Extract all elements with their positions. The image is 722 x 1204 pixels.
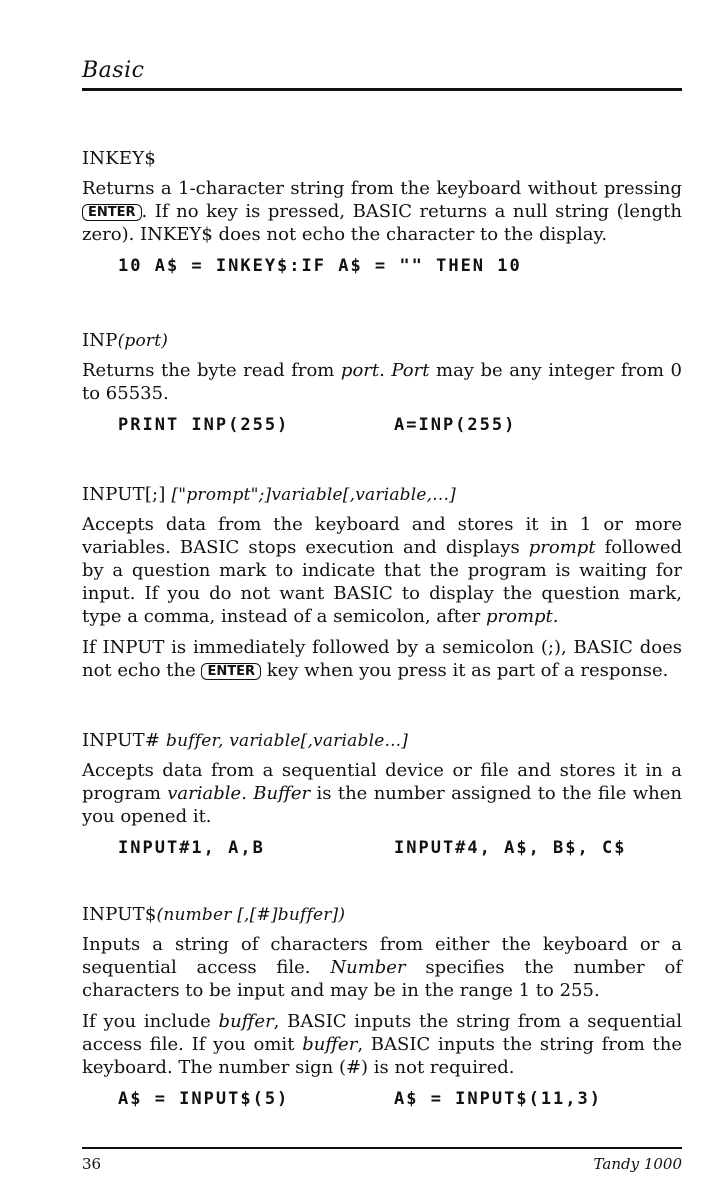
entry-input-hash	[82, 730, 682, 858]
entry-description: Returns a 1-character string from the keyboard without pressing ENTER . If no key is pressed, BASIC returns a null string (length zero). INKEY$ does not echo the character to the display.	[82, 178, 682, 245]
entry-heading: INKEY$	[82, 148, 156, 169]
code-example: PRINT INP(255) A=INP(255)	[118, 415, 517, 435]
entry-heading: INP(port)	[82, 330, 169, 351]
entry-note: If INPUT is immediately followed by a semicolon (;), BASIC does not echo the ENTER key when you press it as part of a response.	[82, 637, 682, 681]
code-example: INPUT#1, A,B INPUT#4, A$, B$, C$	[118, 838, 627, 858]
entry-inkey	[82, 148, 682, 276]
code-example: 10 A$ = INKEY$:IF A$ = "" THEN 10	[118, 256, 522, 276]
page-number: 36	[82, 1155, 102, 1173]
entry-input	[82, 484, 682, 682]
entry-description: Accepts data from the keyboard and stores it in 1 or more variables. BASIC stops execution and displays prompt followed by a question mark to indicate that the program is waiting for input. If you do not want BASIC to display the question mark, type a comma, instead of a semicolon, after prompt.	[82, 514, 682, 627]
entry-description: Returns the byte read from port. Port may be any integer from 0 to 65535.	[82, 360, 682, 404]
header-rule	[82, 88, 682, 91]
enter-key-icon: ENTER	[201, 663, 261, 680]
entry-heading: INPUT[;] ["prompt";]variable[,variable,...]	[82, 484, 456, 505]
entry-note: If you include buffer, BASIC inputs the string from a sequential access file. If you omit buffer, BASIC inputs the string from the keyboard. The number sign (#) is not required.	[82, 1011, 682, 1078]
entry-heading: INPUT# buffer, variable[,variable...]	[82, 730, 409, 751]
entry-input-dollar	[82, 904, 682, 1109]
entry-description: Accepts data from a sequential device or file and stores it in a program variable. Buffer is the number assigned to the file when you opened it.	[82, 760, 682, 827]
footer-rule	[82, 1147, 682, 1149]
entry-heading: INPUT$(number [,[#]buffer])	[82, 904, 346, 925]
entry-inp	[82, 330, 682, 435]
entry-description: Inputs a string of characters from either the keyboard or a sequential access file. Number specifies the number of characters to be input and may be in the range 1 to 255.	[82, 934, 682, 1001]
footer-brand: Tandy 1000	[593, 1155, 682, 1173]
code-example: A$ = INPUT$(5) A$ = INPUT$(11,3)	[118, 1089, 602, 1109]
enter-key-icon: ENTER	[82, 204, 142, 221]
page-header-title: Basic	[82, 58, 145, 83]
